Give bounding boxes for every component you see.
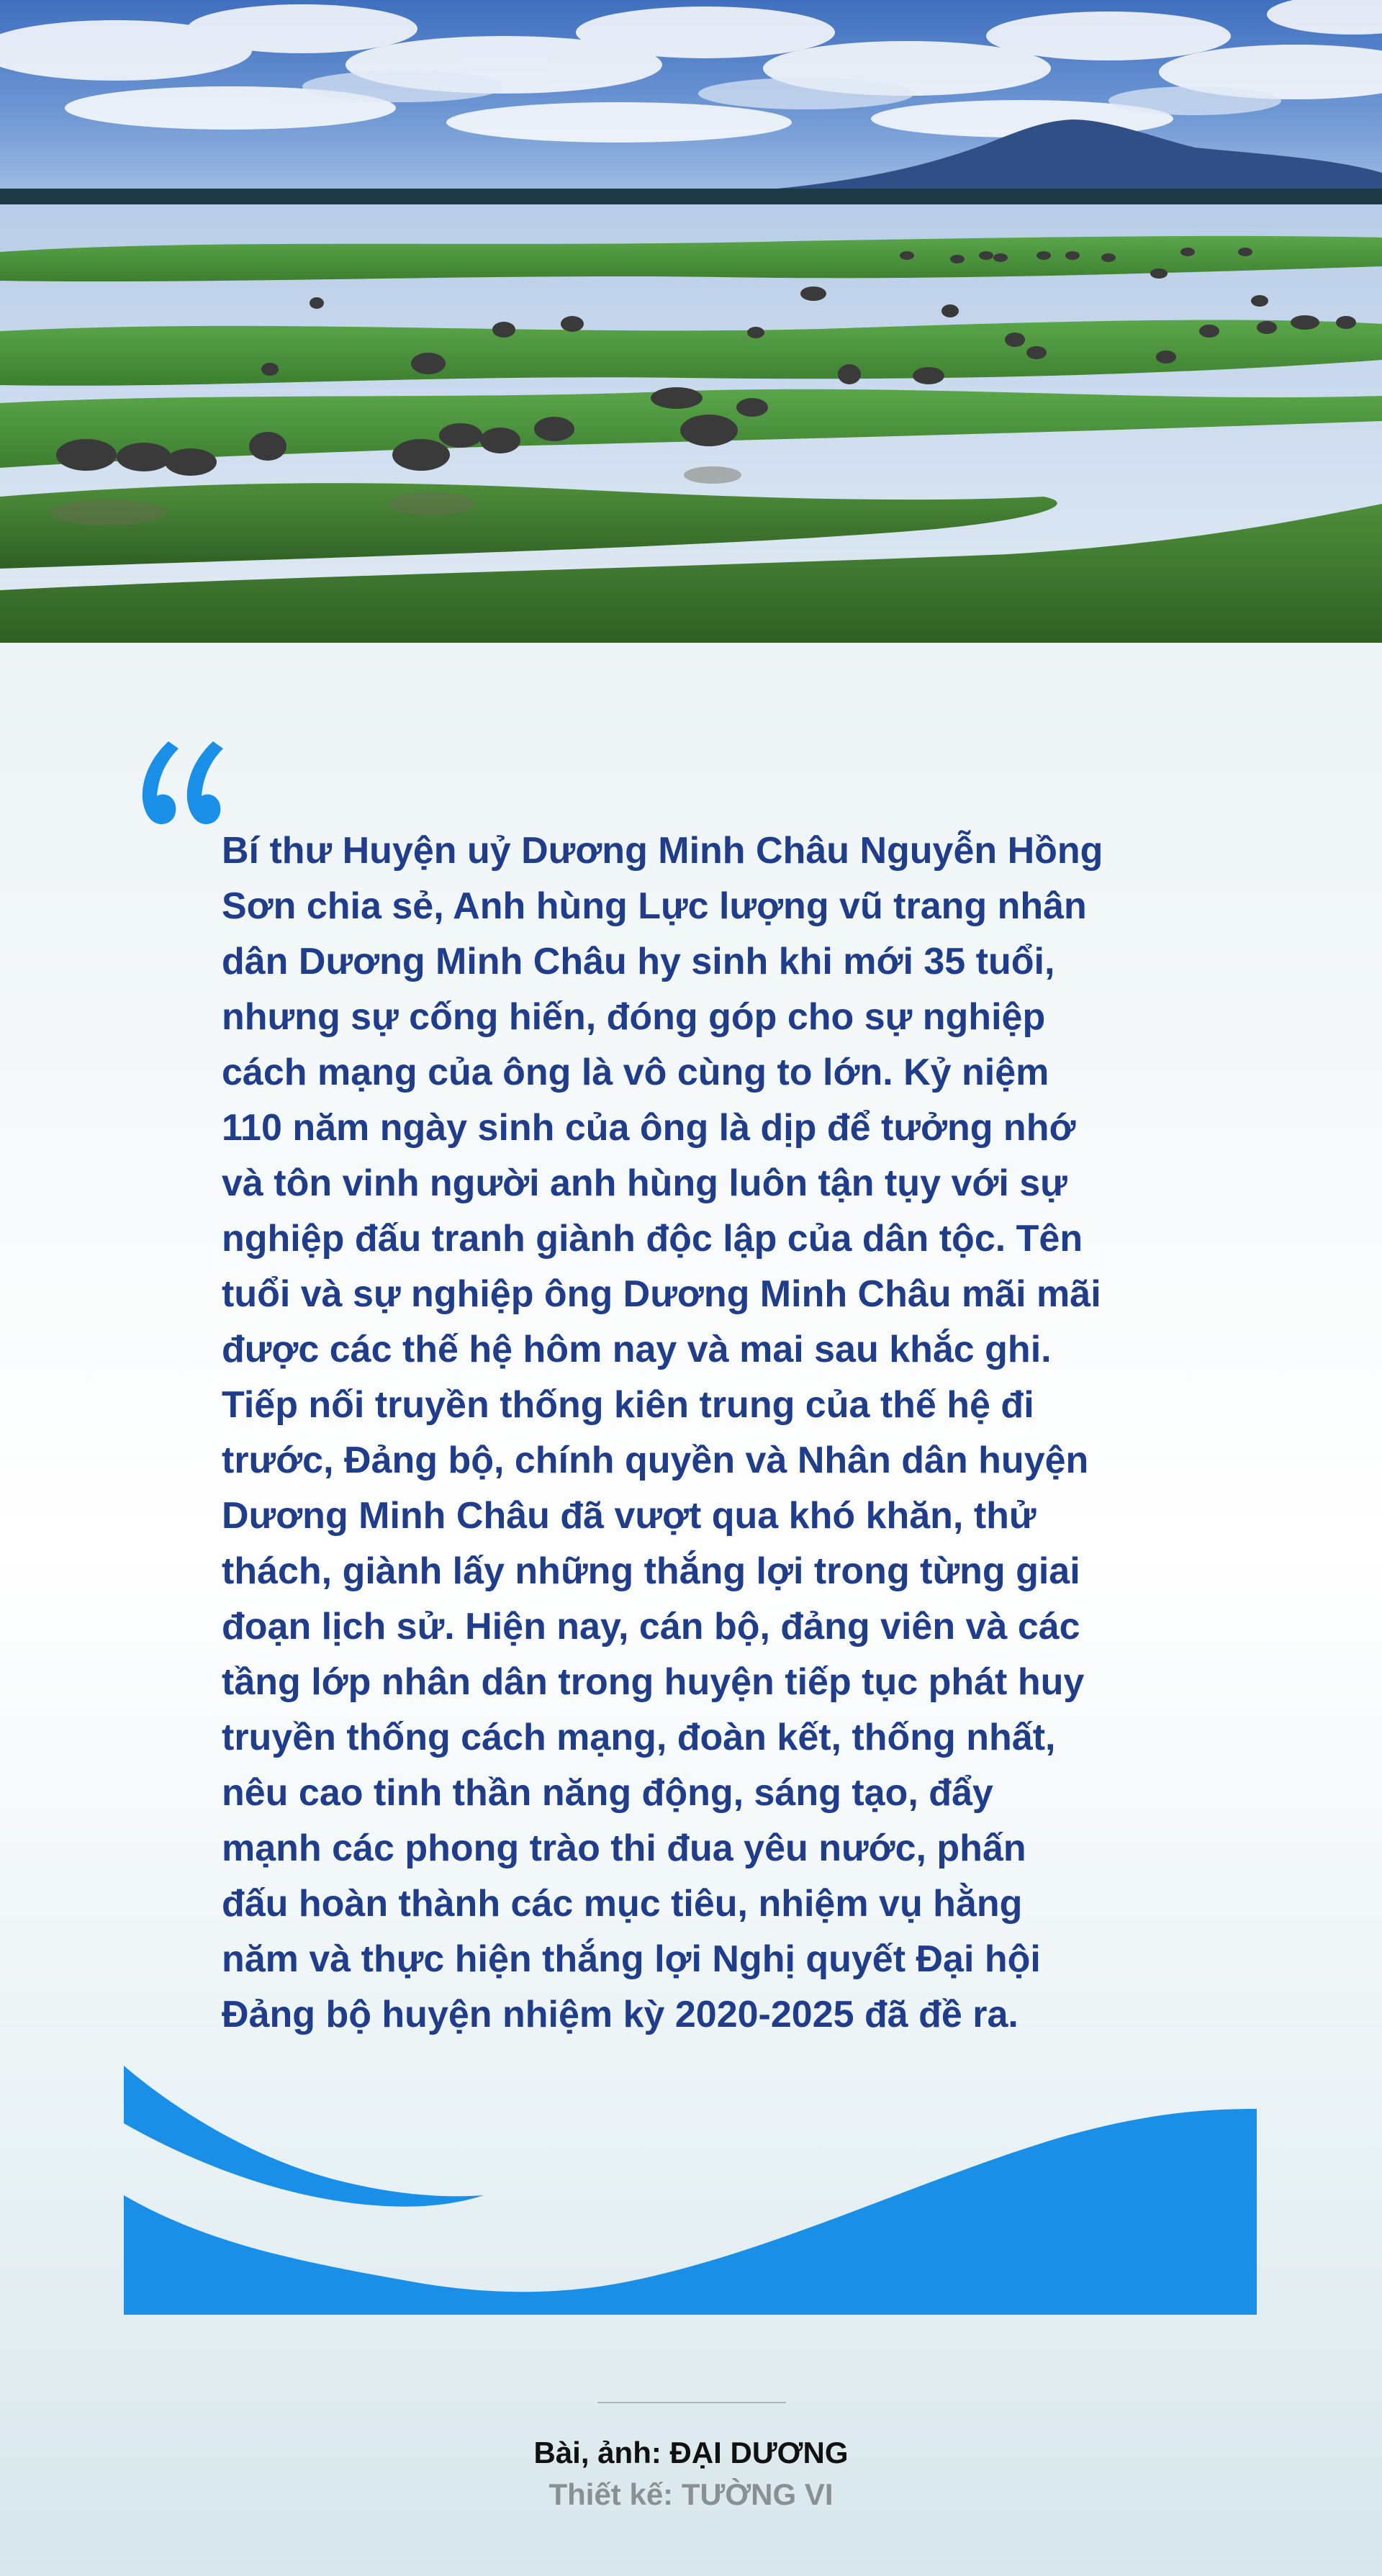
quote-line: cách mạng của ông là vô cùng to lớn. Kỷ niệm [222, 1052, 1049, 1093]
quote-line: truyền thống cách mạng, đoàn kết, thống nhất, [222, 1717, 1056, 1758]
hero-photo [0, 0, 1382, 643]
quote-text [222, 823, 1186, 2043]
quote-line: và tôn vinh người anh hùng luôn tận tụy với sự [222, 1162, 1067, 1204]
credits-divider [597, 2402, 786, 2403]
quote-line: trước, Đảng bộ, chính quyền và Nhân dân huyện [222, 1440, 1089, 1481]
landscape-illustration [0, 0, 1382, 643]
quote-line: dân Dương Minh Châu hy sinh khi mới 35 tuổi, [222, 941, 1055, 982]
quote-line: Dương Minh Châu đã vượt qua khó khăn, thử [222, 1495, 1036, 1537]
quote-line: mạnh các phong trào thi đua yêu nước, phấn [222, 1827, 1026, 1869]
quote-line: đấu hoàn thành các mục tiêu, nhiệm vụ hằng [222, 1883, 1023, 1925]
quote-line: 110 năm ngày sinh của ông là dịp để tưởng nhớ [222, 1107, 1076, 1149]
quote-line: được các thế hệ hôm nay và mai sau khắc ghi. [222, 1329, 1052, 1370]
quote-line: Đảng bộ huyện nhiệm kỳ 2020-2025 đã đề ra. [222, 1994, 1019, 2035]
quote-line: đoạn lịch sử. Hiện nay, cán bộ, đảng viên và các [222, 1606, 1080, 1648]
credit-author: Bài, ảnh: ĐẠI DƯƠNG [533, 2436, 849, 2469]
quote-open-icon [131, 727, 225, 835]
quote-line: nêu cao tinh thần năng động, sáng tạo, đẩy [222, 1772, 993, 1814]
quote-line: Tiếp nối truyền thống kiên trung của thế hệ đi [222, 1384, 1034, 1426]
wave-decoration [124, 2066, 1257, 2315]
quote-line: Bí thư Huyện uỷ Dương Minh Châu Nguyễn Hồng [222, 830, 1103, 872]
quote-line: nghiệp đấu tranh giành độc lập của dân tộc. Tên [222, 1218, 1083, 1260]
credit-design: Thiết kế: TƯỜNG VI [548, 2477, 834, 2511]
quote-line: nhưng sự cống hiến, đóng góp cho sự nghiệp [222, 996, 1046, 1038]
quote-line: năm và thực hiện thắng lợi Nghị quyết Đại hội [222, 1938, 1041, 1980]
quote-line: tuổi và sự nghiệp ông Dương Minh Châu mãi mãi [222, 1273, 1101, 1315]
quote-line: thách, giành lấy những thắng lợi trong từng giai [222, 1550, 1080, 1592]
quote-line: Sơn chia sẻ, Anh hùng Lực lượng vũ trang nhân [222, 885, 1087, 927]
quote-line: tầng lớp nhân dân trong huyện tiếp tục phát huy [222, 1661, 1085, 1703]
